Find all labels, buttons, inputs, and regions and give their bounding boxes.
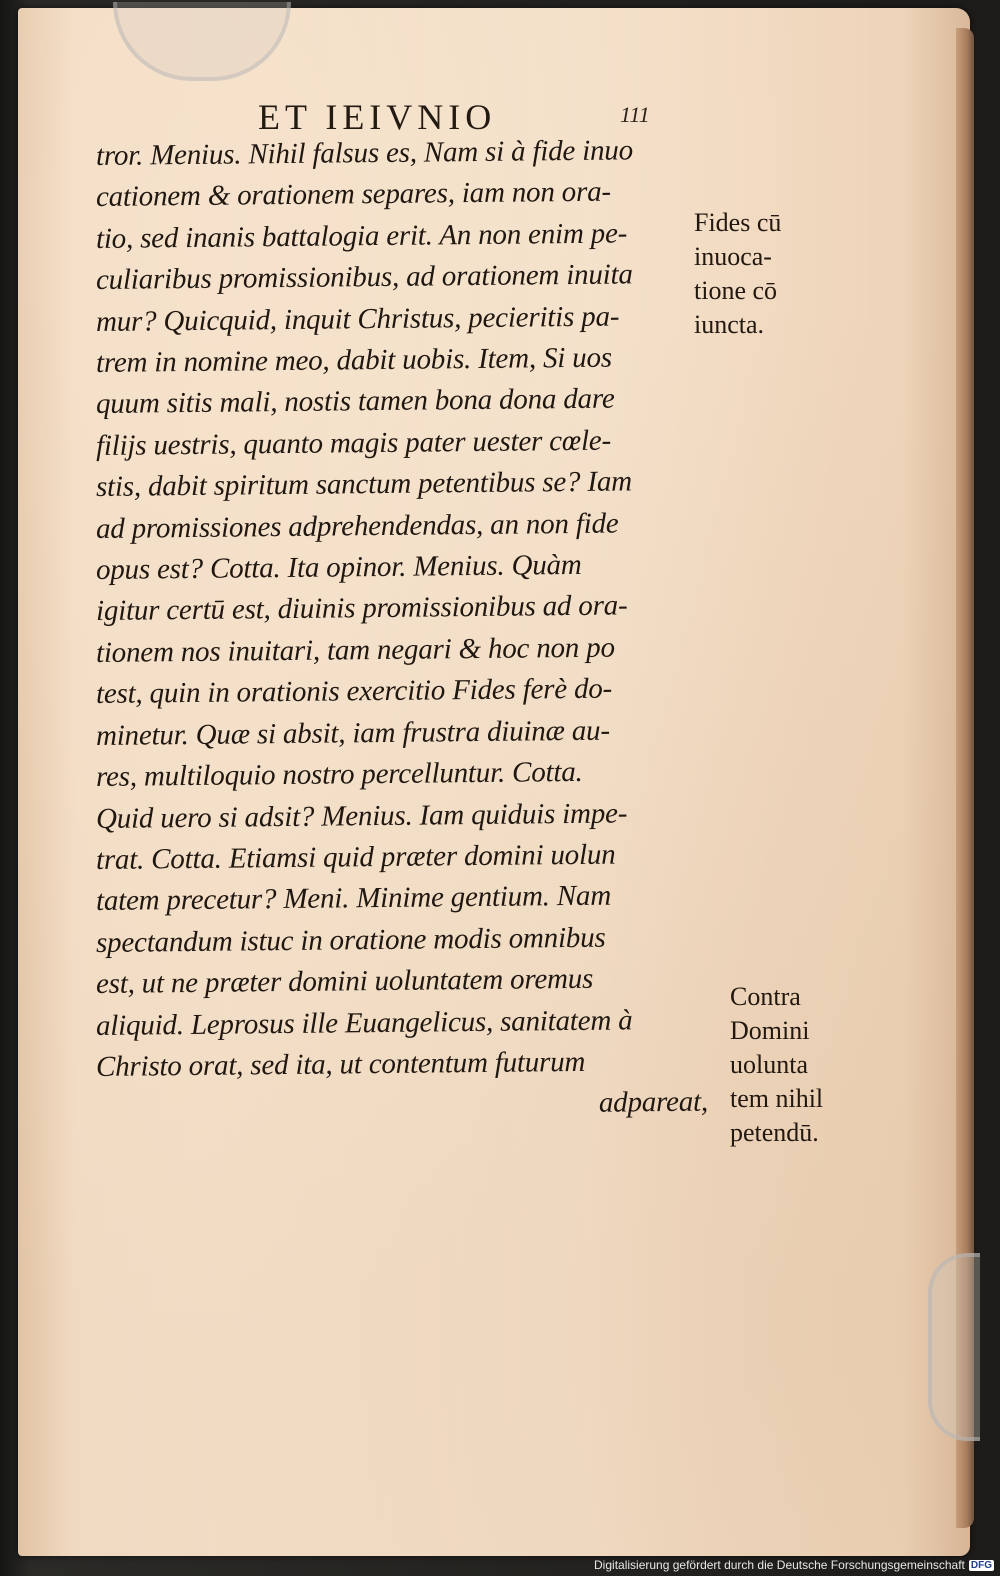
main-text <box>96 136 716 1130</box>
marginal-note-line: Fides cū <box>694 208 782 237</box>
marginal-note-line: iuncta. <box>694 310 765 339</box>
text-line: cationem & orationem separes, iam non ora- <box>95 176 612 214</box>
text-line: est, ut ne præter domini uoluntatem oremus <box>95 962 594 1001</box>
marginal-note-line: inuoca- <box>694 242 772 271</box>
text-line: mur? Quicquid, inquit Christus, pecieritis pa- <box>95 300 620 338</box>
text-line: stis, dabit spiritum sanctum petentibus se? Iam <box>95 465 633 504</box>
text-line: igitur certū est, diuinis promissionibus ad ora- <box>95 589 628 628</box>
paper-clip-right <box>928 1253 980 1441</box>
text-line: tatem precetur? Meni. Minime gentium. Nam <box>95 879 612 918</box>
marginal-note-line: tione cō <box>694 276 778 305</box>
text-line: res, multiloquio nostro percelluntur. Cotta. <box>95 755 583 794</box>
marginal-note-will <box>730 980 850 1150</box>
marginal-note-line: petendū. <box>730 1118 819 1147</box>
marginal-note-line: uolunta <box>730 1050 808 1079</box>
text-line: tio, sed inanis battalogia erit. An non enim pe- <box>95 217 628 255</box>
paper-clip-top <box>113 2 291 81</box>
page-header <box>18 96 970 136</box>
text-line: trem in nomine meo, dabit uobis. Item, Si uos <box>95 341 613 380</box>
text-line: trat. Cotta. Etiamsi quid præter domini uolun <box>95 838 616 876</box>
text-line: opus est? Cotta. Ita opinor. Menius. Quàm <box>95 548 582 587</box>
text-line: filijs uestris, quanto magis pater uester cœle- <box>95 424 612 462</box>
text-line: spectandum istuc in oratione modis omnibus <box>95 921 606 959</box>
text-line: tror. Menius. Nihil falsus es, Nam si à fide inuo <box>95 134 634 172</box>
book-page <box>18 8 970 1556</box>
text-line: minetur. Quæ si absit, iam frustra diuinæ au- <box>95 714 611 752</box>
digitization-credit <box>594 1558 994 1572</box>
text-line: Christo orat, sed ita, ut contentum futurum <box>95 1045 586 1083</box>
marginal-note-line: tem nihil <box>730 1084 824 1113</box>
marginal-note-line: Contra <box>730 982 801 1011</box>
folio-number: 111 <box>620 102 650 127</box>
text-line: aliquid. Leprosus ille Euangelicus, sanitatem à <box>95 1003 633 1042</box>
text-line: ad promissiones adprehendendas, an non fide <box>95 507 619 545</box>
dfg-logo: DFG <box>970 1559 992 1571</box>
text-line: Quid uero si adsit? Menius. Iam quiduis impe- <box>95 796 628 835</box>
marginal-note-faith <box>694 206 824 342</box>
marginal-note-line: Domini <box>730 1016 810 1045</box>
text-line: test, quin in orationis exercitio Fides ferè do- <box>95 672 613 711</box>
catchword: adpareat, <box>598 1085 709 1120</box>
text-line: quum sitis mali, nostis tamen bona dona dare <box>95 383 615 421</box>
credit-text: Digitalisierung gefördert durch die Deutsche Forschungsgemeinschaft <box>594 1558 965 1572</box>
text-line: culiaribus promissionibus, ad orationem inuita <box>95 258 633 297</box>
running-title: ET IEIVNIO <box>258 97 497 137</box>
text-line: tionem nos inuitari, tam negari & hoc non po <box>95 631 615 669</box>
